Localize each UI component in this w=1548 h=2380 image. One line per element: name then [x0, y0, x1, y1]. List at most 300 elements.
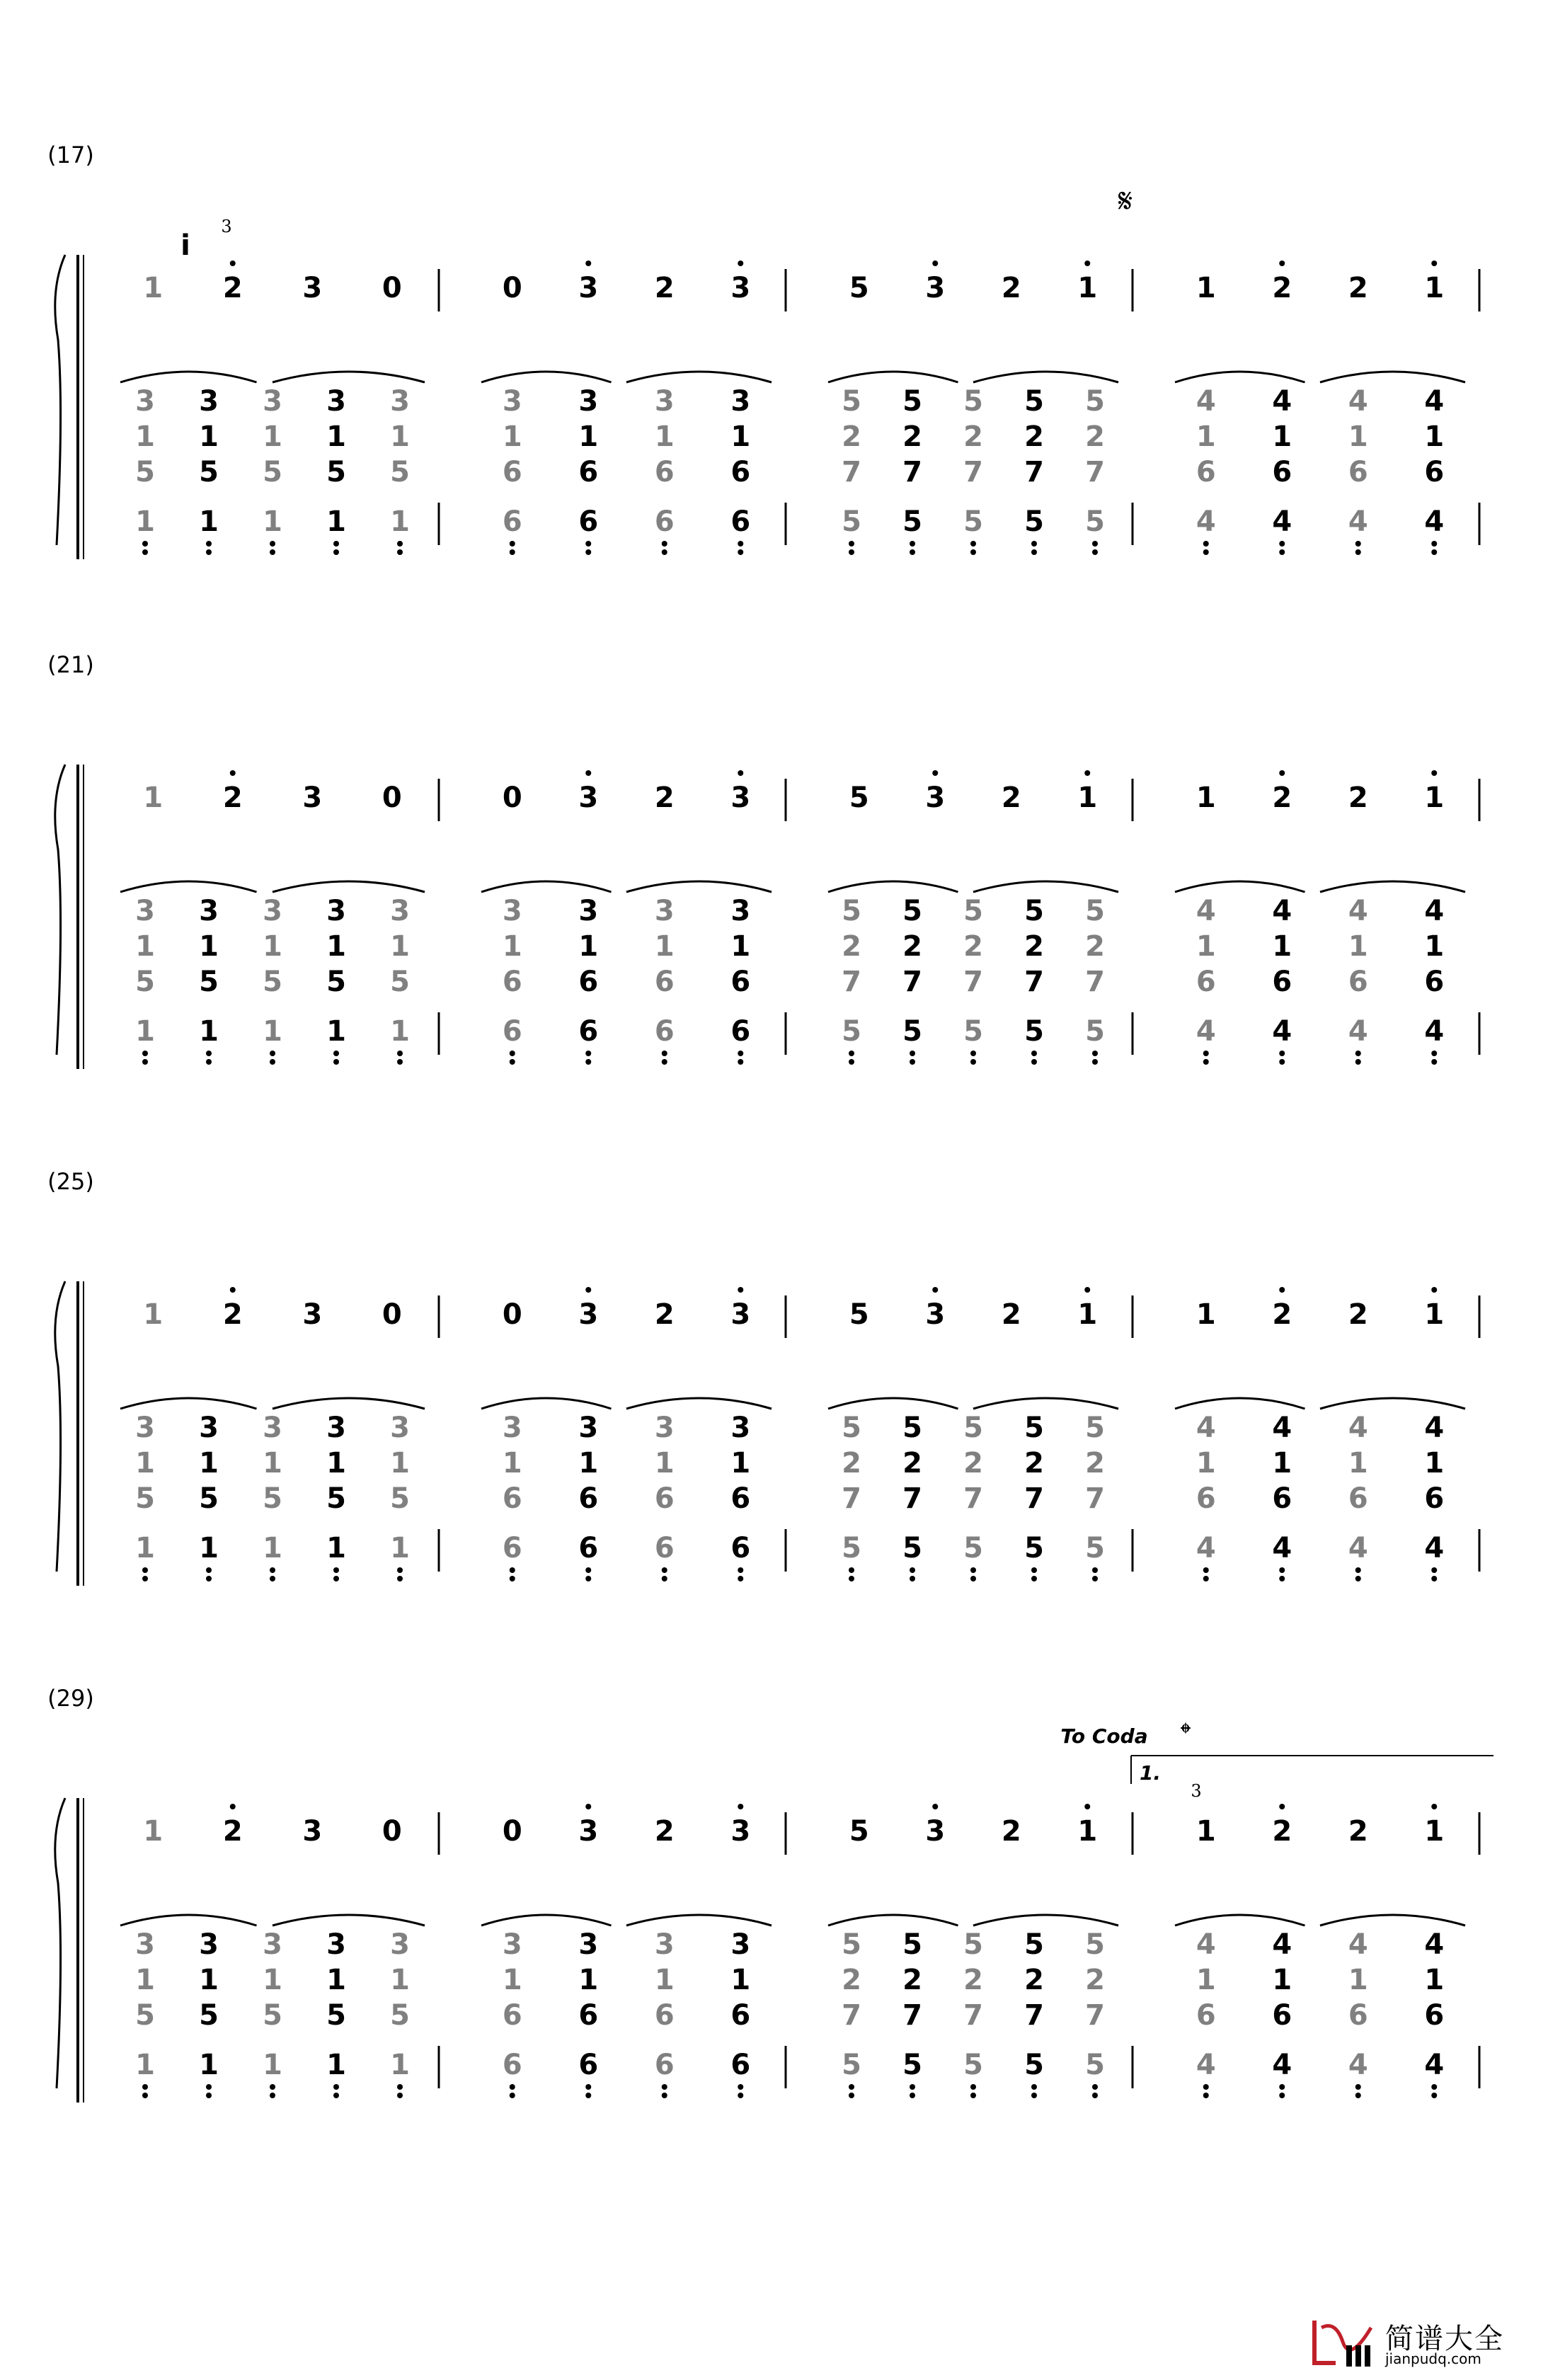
accompaniment-note: 5: [963, 1412, 983, 1444]
accompaniment-note: 6: [1196, 1482, 1216, 1515]
octave-dot: [333, 1576, 339, 1581]
accompaniment-note: 6: [502, 456, 522, 488]
accompaniment-note: 4: [1348, 385, 1368, 418]
melody-note: 0: [502, 1298, 522, 1331]
octave-dot: [1092, 1576, 1098, 1581]
accompaniment-note: 7: [963, 1482, 983, 1515]
accompaniment-note: 6: [1272, 1999, 1292, 2032]
octave-dot: [1092, 2093, 1098, 2098]
accompaniment-note: 3: [502, 895, 522, 927]
accompaniment-note: 7: [1085, 1999, 1105, 2032]
octave-dot: [206, 1567, 212, 1573]
accompaniment-note: 5: [902, 1412, 922, 1444]
accompaniment-note: 5: [326, 1482, 346, 1515]
octave-dot: [970, 541, 976, 547]
melody-note: 0: [382, 782, 402, 814]
accompaniment-note: 1: [135, 1532, 155, 1564]
accompaniment-note: 2: [1024, 420, 1044, 453]
system-brace: [55, 765, 65, 1055]
slur: [973, 881, 1118, 892]
accompaniment-note: 2: [1085, 420, 1105, 453]
accompaniment-note: 4: [1348, 1412, 1368, 1444]
accompaniment-note: 7: [1085, 966, 1105, 998]
accompaniment-note: 7: [1024, 456, 1044, 488]
accompaniment-note: 5: [135, 1999, 155, 2032]
melody-note: 1: [1196, 782, 1216, 814]
melody-note: 1: [1424, 1815, 1445, 1848]
accompaniment-note: 6: [1348, 1482, 1368, 1515]
accompaniment-note: 6: [730, 1532, 751, 1564]
accompaniment-note: 3: [390, 895, 410, 927]
octave-dot: [1279, 1059, 1285, 1065]
accompaniment-note: 3: [730, 895, 751, 927]
melody-note: 2: [1001, 1298, 1021, 1331]
octave-dot: [585, 1567, 591, 1573]
octave-dot: [510, 1059, 515, 1065]
accompaniment-note: 1: [326, 420, 346, 453]
octave-dot: [142, 1059, 148, 1065]
accompaniment-note: 3: [199, 1928, 219, 1961]
octave-dot: [206, 1059, 212, 1065]
accompaniment-note: 4: [1272, 385, 1292, 418]
accompaniment-note: 6: [654, 1532, 675, 1564]
octave-dot: [1279, 261, 1285, 266]
melody-note: 3: [730, 1298, 751, 1331]
accompaniment-note: 2: [1024, 1964, 1044, 1996]
accompaniment-note: 5: [963, 1928, 983, 1961]
accompaniment-note: 5: [902, 505, 922, 538]
accompaniment-note: 2: [1085, 1447, 1105, 1480]
melody-note: 2: [1001, 1815, 1021, 1848]
octave-dot: [397, 549, 403, 555]
octave-dot: [1084, 1287, 1090, 1293]
octave-dot: [738, 770, 743, 776]
octave-dot: [849, 2093, 854, 2098]
melody-note: 2: [654, 782, 675, 814]
slur: [828, 372, 958, 382]
accompaniment-note: 5: [199, 456, 219, 488]
melody-note: 0: [382, 1815, 402, 1848]
octave-dot: [270, 1051, 275, 1056]
octave-dot: [662, 2093, 667, 2098]
accompaniment-note: 2: [963, 420, 983, 453]
slur: [973, 1915, 1118, 1926]
octave-dot: [206, 1576, 212, 1581]
octave-dot: [510, 541, 515, 547]
melody-note: 3: [730, 272, 751, 304]
accompaniment-note: 1: [263, 2049, 282, 2081]
slur: [1175, 1398, 1305, 1409]
octave-dot: [585, 549, 591, 555]
accompaniment-note: 7: [902, 966, 922, 998]
melody-note: 3: [730, 1815, 751, 1848]
accompaniment-note: 1: [1348, 1447, 1368, 1480]
accompaniment-note: 5: [963, 895, 983, 927]
octave-dot: [1431, 1567, 1437, 1573]
accompaniment-note: 1: [263, 505, 282, 538]
accompaniment-note: 5: [1085, 505, 1105, 538]
accompaniment-note: 7: [842, 1482, 861, 1515]
slur: [120, 881, 257, 892]
melody-note: 3: [578, 1815, 599, 1848]
accompaniment-note: 5: [326, 966, 346, 998]
melody-note: 2: [654, 1815, 675, 1848]
octave-dot: [333, 1051, 339, 1056]
accompaniment-note: 5: [902, 1532, 922, 1564]
accompaniment-note: 1: [730, 930, 751, 963]
accompaniment-note: 4: [1348, 505, 1368, 538]
accompaniment-note: 6: [654, 966, 675, 998]
octave-dot: [585, 770, 591, 776]
accompaniment-note: 6: [1348, 966, 1368, 998]
accompaniment-note: 5: [842, 1928, 861, 1961]
accompaniment-note: 3: [654, 1412, 675, 1444]
octave-dot: [1203, 2093, 1209, 2098]
octave-dot: [932, 770, 938, 776]
accompaniment-note: 3: [502, 385, 522, 418]
accompaniment-note: 2: [902, 420, 922, 453]
octave-dot: [1203, 1059, 1209, 1065]
octave-dot: [1031, 1059, 1037, 1065]
accompaniment-note: 6: [502, 1532, 522, 1564]
accompaniment-note: 1: [1196, 1964, 1216, 1996]
accompaniment-note: 6: [1424, 1999, 1445, 2032]
accompaniment-note: 1: [199, 2049, 219, 2081]
accompaniment-note: 6: [502, 505, 522, 538]
accompaniment-note: 6: [730, 2049, 751, 2081]
accompaniment-note: 1: [578, 1447, 599, 1480]
octave-dot: [230, 261, 236, 266]
octave-dot: [585, 1804, 591, 1809]
accompaniment-note: 1: [1196, 1447, 1216, 1480]
accompaniment-note: 1: [502, 1964, 522, 1996]
octave-dot: [510, 1576, 515, 1581]
accompaniment-note: 6: [654, 1015, 675, 1048]
accompaniment-note: 3: [199, 1412, 219, 1444]
octave-dot: [585, 541, 591, 547]
octave-dot: [585, 1059, 591, 1065]
octave-dot: [142, 549, 148, 555]
melody-note: 1: [1077, 272, 1098, 304]
melody-note: 1: [1196, 272, 1216, 304]
accompaniment-note: 3: [578, 1412, 599, 1444]
octave-dot: [1084, 261, 1090, 266]
accompaniment-note: 1: [263, 1447, 282, 1480]
slur: [1320, 1915, 1465, 1926]
accompaniment-note: 6: [578, 966, 599, 998]
octave-dot: [910, 1567, 915, 1573]
accompaniment-note: 3: [263, 385, 282, 418]
accompaniment-note: 6: [730, 1999, 751, 2032]
accompaniment-note: 5: [390, 966, 410, 998]
accompaniment-note: 3: [390, 1928, 410, 1961]
accompaniment-note: 5: [842, 895, 861, 927]
octave-dot: [142, 2093, 148, 2098]
slur: [828, 881, 958, 892]
accompaniment-note: 1: [199, 1015, 219, 1048]
accompaniment-note: 5: [902, 895, 922, 927]
watermark-url: jianpudq.com: [1385, 2350, 1481, 2367]
accompaniment-note: 6: [730, 1482, 751, 1515]
octave-dot: [1092, 541, 1098, 547]
accompaniment-note: 6: [1272, 966, 1292, 998]
accompaniment-note: 6: [654, 1482, 675, 1515]
accompaniment-note: 1: [326, 1015, 346, 1048]
accompaniment-note: 4: [1196, 505, 1216, 538]
accompaniment-note: 2: [902, 930, 922, 963]
accompaniment-note: 1: [1424, 930, 1445, 963]
octave-dot: [1279, 1804, 1285, 1809]
system-brace: [55, 1281, 65, 1572]
melody-note: 5: [849, 272, 869, 304]
accompaniment-note: 5: [263, 1999, 282, 2032]
slur: [481, 1398, 612, 1409]
accompaniment-note: 1: [1348, 1964, 1368, 1996]
slur: [1175, 1915, 1305, 1926]
octave-dot: [910, 1059, 915, 1065]
octave-dot: [510, 549, 515, 555]
melody-note: 3: [925, 782, 946, 814]
slur: [1320, 881, 1465, 892]
accompaniment-note: 1: [263, 1015, 282, 1048]
octave-dot: [1431, 2084, 1437, 2090]
accompaniment-note: 5: [263, 1482, 282, 1515]
octave-dot: [1431, 261, 1437, 266]
accompaniment-note: 1: [730, 1964, 751, 1996]
accompaniment-note: 4: [1196, 895, 1216, 927]
octave-dot: [910, 541, 915, 547]
accompaniment-note: 6: [578, 1015, 599, 1048]
accompaniment-note: 5: [1085, 895, 1105, 927]
accompaniment-note: 5: [963, 1015, 983, 1048]
octave-dot: [910, 1576, 915, 1581]
accompaniment-note: 7: [963, 456, 983, 488]
octave-dot: [397, 1051, 403, 1056]
accompaniment-note: 4: [1424, 2049, 1445, 2081]
octave-dot: [397, 2084, 403, 2090]
slur: [120, 1915, 257, 1926]
accompaniment-note: 6: [502, 2049, 522, 2081]
accompaniment-note: 1: [1424, 420, 1445, 453]
accompaniment-note: 3: [199, 385, 219, 418]
octave-dot: [738, 2084, 743, 2090]
accompaniment-note: 1: [326, 930, 346, 963]
accompaniment-note: 7: [902, 1482, 922, 1515]
octave-dot: [932, 261, 938, 266]
octave-dot: [738, 1576, 743, 1581]
accompaniment-note: 4: [1348, 2049, 1368, 2081]
octave-dot: [270, 2084, 275, 2090]
accompaniment-note: 1: [730, 1447, 751, 1480]
octave-dot: [1431, 1051, 1437, 1056]
melody-note: 0: [502, 272, 522, 304]
site-logo-icon: [1307, 2313, 1378, 2370]
accompaniment-note: 1: [390, 505, 410, 538]
slur: [481, 372, 612, 382]
accompaniment-note: 3: [390, 385, 410, 418]
octave-dot: [738, 1051, 743, 1056]
watermark: [1307, 2313, 1534, 2370]
octave-dot: [1031, 1567, 1037, 1573]
accompaniment-note: 5: [1085, 1412, 1105, 1444]
accompaniment-note: 6: [654, 2049, 675, 2081]
accompaniment-note: 5: [390, 1999, 410, 2032]
octave-dot: [397, 1059, 403, 1065]
accompaniment-note: 3: [263, 1928, 282, 1961]
segno-icon: 𝄋: [1118, 181, 1133, 221]
octave-dot: [206, 2093, 212, 2098]
melody-note: 3: [925, 1298, 946, 1331]
accompaniment-note: 1: [199, 420, 219, 453]
accompaniment-note: 2: [1024, 1447, 1044, 1480]
melody-note: 1: [1424, 782, 1445, 814]
accompaniment-note: 1: [654, 1964, 675, 1996]
octave-dot: [1431, 1059, 1437, 1065]
accompaniment-note: 3: [578, 385, 599, 418]
accompaniment-note: 1: [326, 1532, 346, 1564]
accompaniment-note: 5: [902, 2049, 922, 2081]
accompaniment-note: 1: [654, 420, 675, 453]
accompaniment-note: 5: [842, 1015, 861, 1048]
melody-note: 2: [1272, 272, 1292, 304]
octave-dot: [849, 1059, 854, 1065]
accompaniment-note: 2: [1085, 930, 1105, 963]
accompaniment-note: 4: [1196, 1015, 1216, 1048]
accompaniment-note: 6: [578, 1532, 599, 1564]
accompaniment-note: 1: [135, 505, 155, 538]
octave-dot: [142, 541, 148, 547]
accompaniment-note: 7: [963, 966, 983, 998]
octave-dot: [585, 1051, 591, 1056]
octave-dot: [1203, 541, 1209, 547]
accompaniment-note: 6: [502, 1015, 522, 1048]
melody-note: 2: [222, 272, 243, 304]
accompaniment-note: 1: [1272, 1964, 1292, 1996]
accompaniment-note: 1: [578, 420, 599, 453]
melody-note: 2: [1348, 1298, 1368, 1331]
accompaniment-note: 7: [842, 1999, 861, 2032]
accompaniment-note: 6: [730, 966, 751, 998]
octave-dot: [230, 1287, 236, 1293]
octave-dot: [1279, 1567, 1285, 1573]
octave-dot: [585, 1576, 591, 1581]
accompaniment-note: 5: [1024, 505, 1044, 538]
accompaniment-note: 2: [963, 930, 983, 963]
slur: [273, 1398, 425, 1409]
octave-dot: [1092, 549, 1098, 555]
accompaniment-note: 4: [1424, 385, 1445, 418]
accompaniment-note: 4: [1348, 895, 1368, 927]
accompaniment-note: 1: [135, 1447, 155, 1480]
accompaniment-note: 3: [135, 1412, 155, 1444]
melody-note: 2: [1272, 1815, 1292, 1848]
octave-dot: [206, 549, 212, 555]
melody-note: 1: [143, 1298, 164, 1331]
octave-dot: [1431, 541, 1437, 547]
octave-dot: [1355, 1567, 1361, 1573]
octave-dot: [1031, 549, 1037, 555]
accompaniment-note: 6: [1196, 966, 1216, 998]
accompaniment-note: 1: [578, 1964, 599, 1996]
octave-dot: [270, 1576, 275, 1581]
accompaniment-note: 6: [502, 1482, 522, 1515]
accompaniment-note: 5: [199, 966, 219, 998]
octave-dot: [970, 1567, 976, 1573]
octave-dot: [1031, 1576, 1037, 1581]
accompaniment-note: 1: [1272, 1447, 1292, 1480]
octave-dot: [1084, 770, 1090, 776]
accompaniment-note: 6: [1424, 456, 1445, 488]
accompaniment-note: 6: [1272, 1482, 1292, 1515]
accompaniment-note: 5: [842, 1412, 861, 1444]
melody-note: 3: [730, 782, 751, 814]
octave-dot: [738, 549, 743, 555]
accompaniment-note: 1: [199, 1532, 219, 1564]
octave-dot: [910, 2084, 915, 2090]
accompaniment-note: 1: [263, 420, 282, 453]
accompaniment-note: 7: [902, 456, 922, 488]
octave-dot: [585, 1287, 591, 1293]
octave-dot: [270, 1059, 275, 1065]
accompaniment-note: 2: [963, 1447, 983, 1480]
accompaniment-note: 5: [1024, 385, 1044, 418]
octave-dot: [910, 549, 915, 555]
octave-dot: [270, 1567, 275, 1573]
melody-note: 5: [849, 782, 869, 814]
octave-dot: [1092, 2084, 1098, 2090]
accompaniment-note: 1: [1348, 420, 1368, 453]
octave-dot: [1031, 2093, 1037, 2098]
accompaniment-note: 5: [199, 1999, 219, 2032]
accompaniment-note: 3: [730, 1928, 751, 1961]
accompaniment-note: 6: [502, 966, 522, 998]
slur: [828, 1915, 958, 1926]
octave-dot: [970, 549, 976, 555]
octave-dot: [1431, 1576, 1437, 1581]
accompaniment-note: 6: [1424, 966, 1445, 998]
accompaniment-note: 1: [135, 930, 155, 963]
accompaniment-note: 6: [578, 505, 599, 538]
octave-dot: [970, 2084, 976, 2090]
melody-note: 3: [302, 1815, 323, 1848]
accompaniment-note: 7: [1085, 456, 1105, 488]
accompaniment-note: 2: [1024, 930, 1044, 963]
accompaniment-note: 6: [1424, 1482, 1445, 1515]
accompaniment-note: 7: [1024, 1482, 1044, 1515]
melody-note: 0: [502, 1815, 522, 1848]
octave-dot: [662, 2084, 667, 2090]
accompaniment-note: 3: [263, 895, 282, 927]
accompaniment-note: 1: [135, 1964, 155, 1996]
octave-dot: [1431, 770, 1437, 776]
accompaniment-note: 1: [263, 1532, 282, 1564]
melody-note: 2: [1001, 272, 1021, 304]
slur: [626, 1915, 772, 1926]
melody-note: 2: [1348, 272, 1368, 304]
accompaniment-note: 1: [390, 2049, 410, 2081]
to-coda-label: To Coda: [1060, 1724, 1148, 1748]
octave-dot: [1355, 1576, 1361, 1581]
accompaniment-note: 5: [135, 966, 155, 998]
octave-dot: [206, 1051, 212, 1056]
slur: [1175, 372, 1305, 382]
accompaniment-note: 7: [1024, 966, 1044, 998]
accompaniment-note: 5: [842, 2049, 861, 2081]
octave-dot: [738, 1287, 743, 1293]
accompaniment-note: 7: [1024, 1999, 1044, 2032]
accompaniment-note: 2: [842, 930, 861, 963]
accompaniment-note: 4: [1348, 1532, 1368, 1564]
